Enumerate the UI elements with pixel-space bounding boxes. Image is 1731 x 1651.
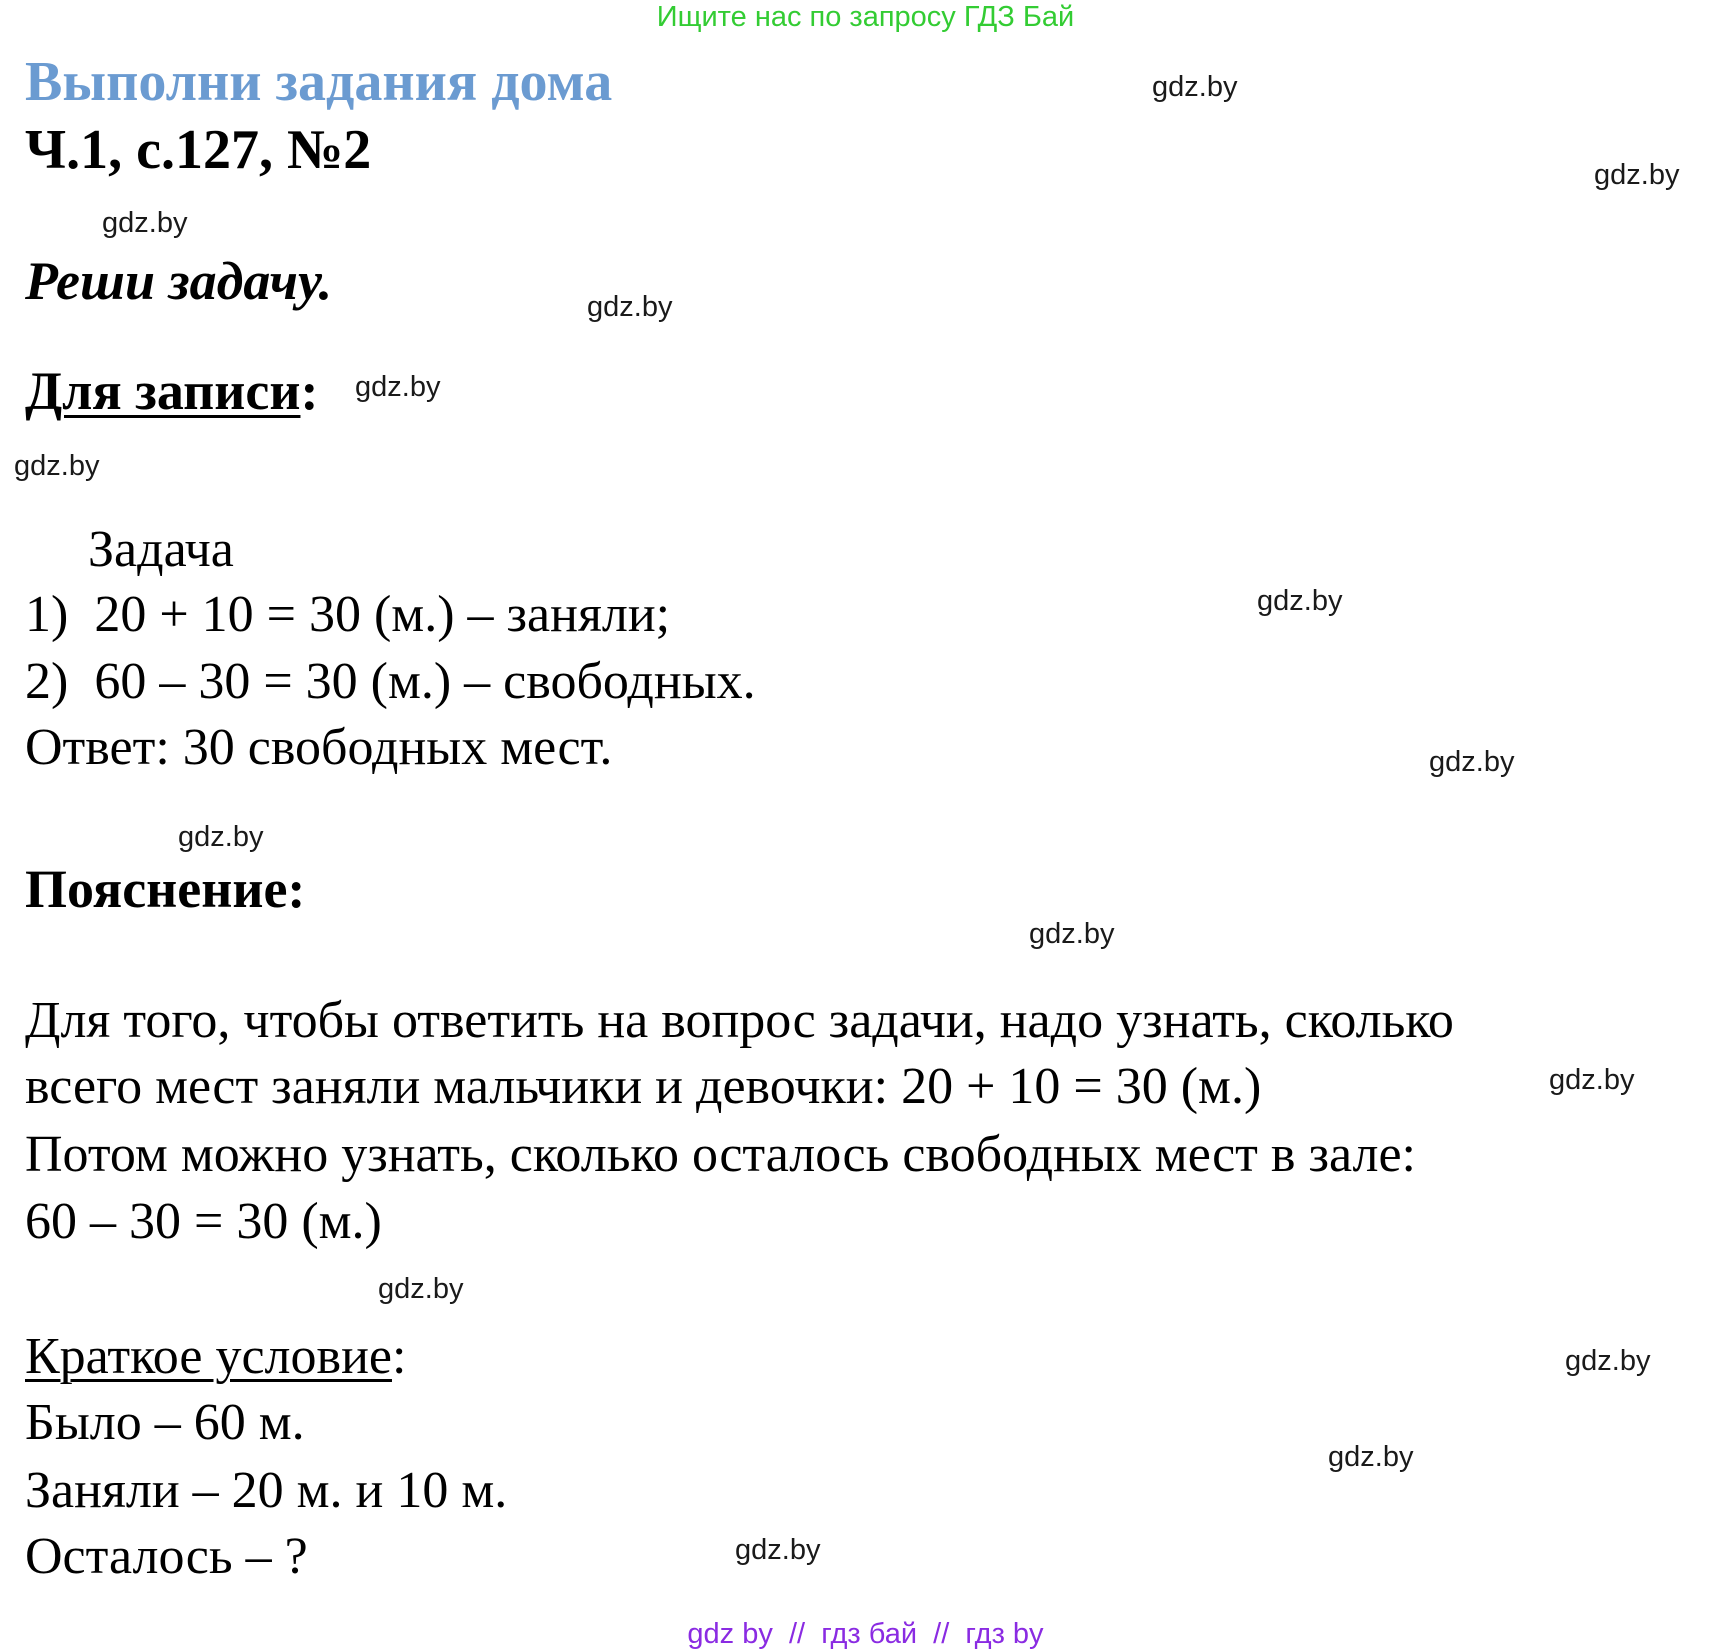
watermark: gdz.by (587, 291, 673, 323)
footer-links: gdz by // гдз бай // гдз by (687, 1618, 1044, 1650)
summary-line-1: Было – 60 м. (25, 1394, 305, 1451)
problem-label: Задача (88, 521, 234, 578)
explanation-line-4: 60 – 30 = 30 (м.) (25, 1193, 382, 1250)
watermark: gdz.by (1328, 1441, 1414, 1473)
explanation-heading: Пояснение: (25, 859, 306, 919)
record-heading-colon: : (300, 361, 319, 421)
explanation-line-3: Потом можно узнать, сколько осталось свободных мест в зале: (25, 1126, 1416, 1183)
record-heading-text: Для записи (25, 361, 301, 421)
watermark: gdz.by (14, 450, 100, 482)
watermark: gdz.by (1257, 585, 1343, 617)
watermark: gdz.by (378, 1273, 464, 1305)
watermark: gdz.by (735, 1534, 821, 1566)
explanation-line-2: всего мест заняли мальчики и девочки: 20 + 10 = 30 (м.) (25, 1058, 1262, 1115)
record-section-heading (25, 360, 318, 422)
summary-heading-text: Краткое условие (25, 1328, 392, 1385)
watermark: gdz.by (1565, 1345, 1651, 1377)
summary-heading-colon: : (391, 1328, 407, 1385)
page-title: Выполни задания дома (25, 51, 613, 113)
explanation-line-1: Для того, чтобы ответить на вопрос задачи, надо узнать, сколько (25, 992, 1454, 1049)
watermark: gdz.by (1152, 71, 1238, 103)
watermark: gdz.by (355, 371, 441, 403)
top-banner: Ищите нас по запросу ГДЗ Бай (656, 1, 1075, 33)
watermark: gdz.by (102, 207, 188, 239)
watermark: gdz.by (1429, 746, 1515, 778)
watermark: gdz.by (1549, 1064, 1635, 1096)
summary-heading (25, 1327, 406, 1387)
summary-line-3: Осталось – ? (25, 1528, 308, 1585)
task-reference: Ч.1, с.127, №2 (25, 119, 372, 181)
solution-step-1: 1) 20 + 10 = 30 (м.) – заняли; (25, 586, 671, 643)
summary-line-2: Заняли – 20 м. и 10 м. (25, 1462, 508, 1519)
answer-line: Ответ: 30 свободных мест. (25, 719, 613, 776)
watermark: gdz.by (1029, 918, 1115, 950)
watermark: gdz.by (1594, 159, 1680, 191)
solution-step-2: 2) 60 – 30 = 30 (м.) – свободных. (25, 653, 756, 710)
task-instruction: Реши задачу. (25, 251, 333, 311)
watermark: gdz.by (178, 821, 264, 853)
